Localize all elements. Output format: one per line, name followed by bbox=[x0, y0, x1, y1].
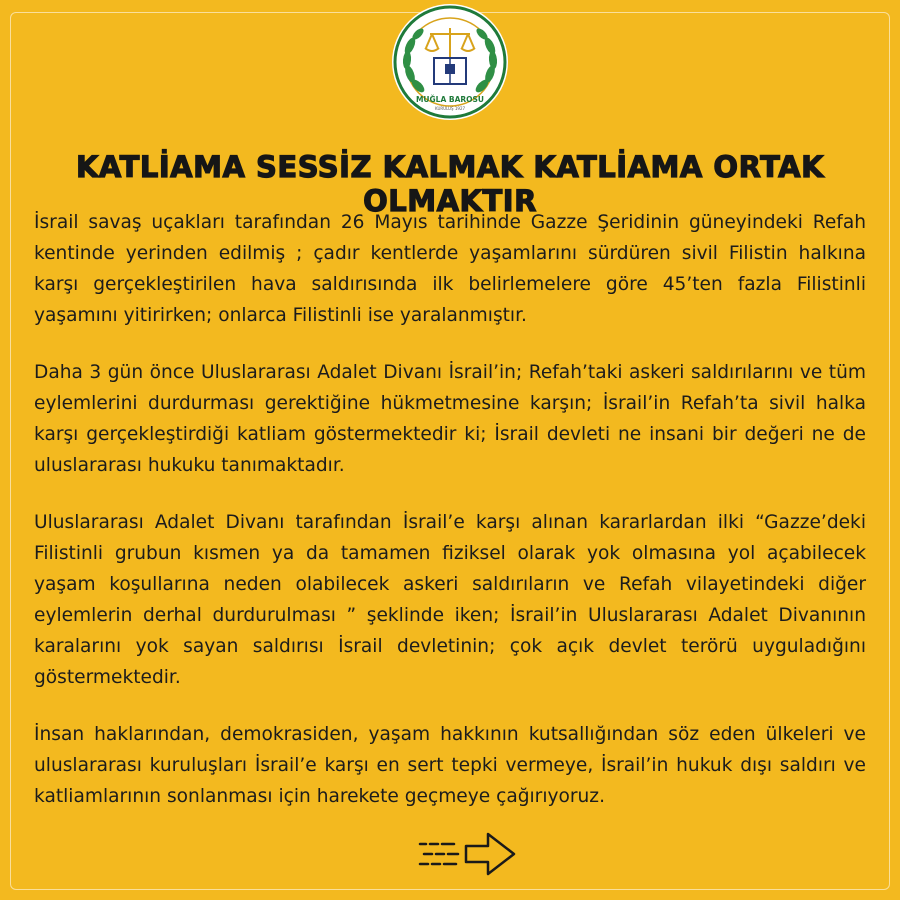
paragraph-2: Daha 3 gün önce Uluslararası Adalet Divanı İsrail’in; Refah’taki askeri saldırılarını ve tüm eylemlerini durdurması gerektiğine hükmetmesine karşın; İsrail’in Refah’ta sivil halka karşı gerçekleştirdiği katliam göstermektedir ki; İsrail devleti ne insani bir değeri ne de uluslararası hukuku tanımaktadır. bbox=[34, 362, 866, 476]
paragraph-1: İsrail savaş uçakları tarafından 26 Mayıs tarihinde Gazze Şeridinin güneyindeki Refah kentinde yerinden edilmiş ; çadır kentlerde yaşamlarını sürdüren sivil Filistin halkına karşı gerçekleştirilen hava saldırısında ilk belirlemelere göre 45’ten fazla Filistinli yaşamını yitirirken; onlarca Filistinli ise yaralanmıştır. bbox=[34, 212, 866, 326]
paragraph-4: İnsan haklarından, demokrasiden, yaşam hakkının kutsallığından söz eden ülkeleri ve uluslararası kuruluşları İsrail’e karşı en sert tepki vermeye, İsrail’in hukuk dışı saldırı ve katliamlarının sonlanması için harekete geçmeye çağırıyoruz. bbox=[34, 724, 866, 807]
page-title: KATLİAMA SESSİZ KALMAK KATLİAMA ORTAK OLMAKTIR bbox=[75, 150, 825, 218]
logo-subtext: KURULUŞ 1927 bbox=[434, 106, 466, 111]
next-arrow-icon[interactable] bbox=[416, 828, 520, 882]
bar-association-seal-icon bbox=[390, 2, 510, 122]
paragraph-3: Uluslararası Adalet Divanı tarafından İsrail’e karşı alınan kararlardan ilki “Gazze’deki Filistinli grubun kısmen ya da tamamen fiziksel olarak yok olmasına yol açabilecek yaşam koşullarına neden olabilecek askeri saldırıların ve Refah vilayetindeki diğer eylemlerin derhal durdurulması ” şeklinde iken; İsrail’in Uluslararası Adalet Divanının karalarını yok sayan saldırısı İsrail devletinin; çok açık devlet terörü uyguladığını göstermektedir. bbox=[34, 512, 866, 688]
logo-text: MUĞLA BAROSU bbox=[415, 95, 485, 104]
statement-body bbox=[34, 207, 866, 838]
